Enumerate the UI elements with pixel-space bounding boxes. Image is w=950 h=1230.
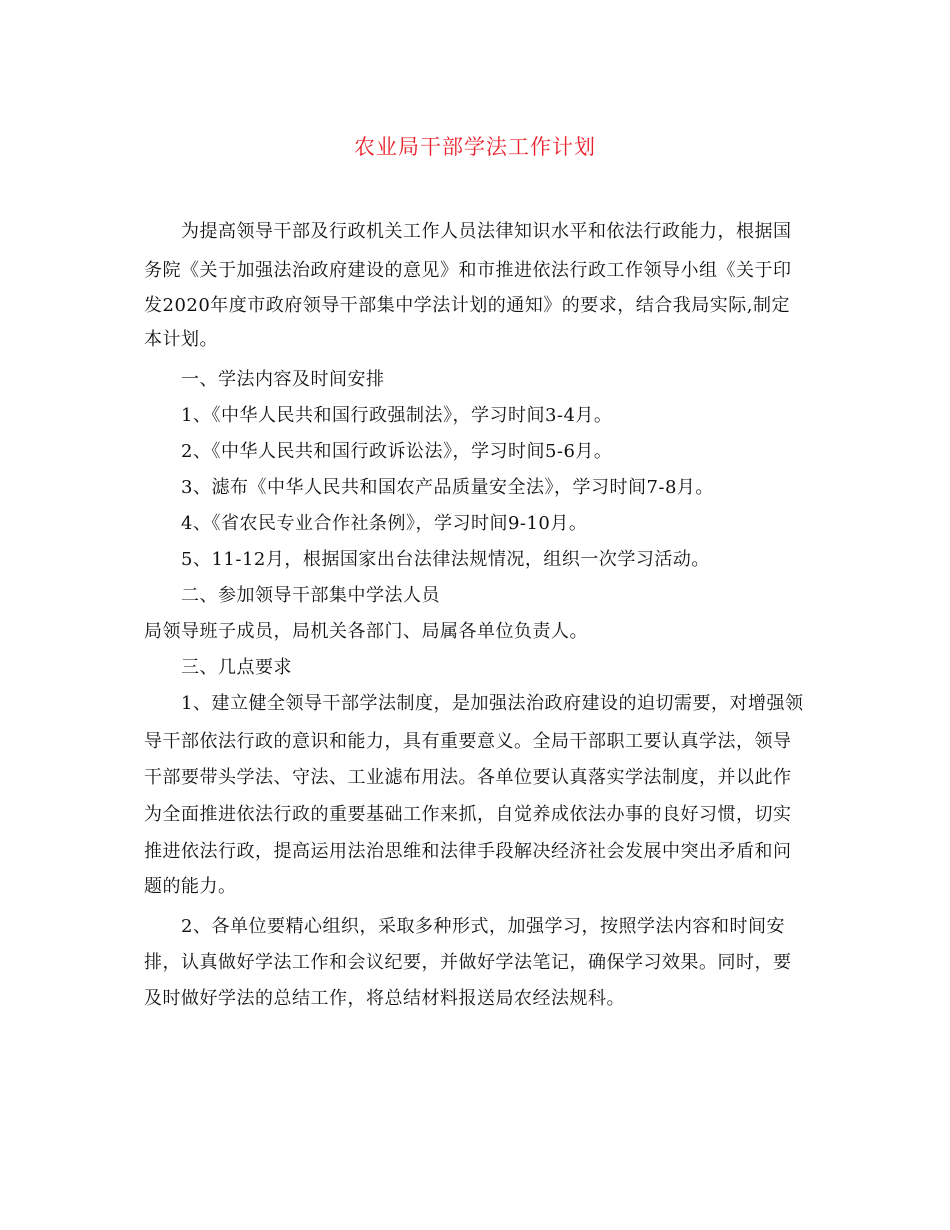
list-item: 4、《省农民专业合作社条例》，学习时间9-10月。 <box>181 513 588 534</box>
section-heading: 三、几点要求 <box>181 657 292 678</box>
section-heading: 二、参加领导干部集中学法人员 <box>181 585 440 606</box>
paragraph-line: 及时做好学法的总结工作，将总结材料报送局农经法规科。 <box>144 988 625 1009</box>
paragraph-line: 为提高领导干部及行政机关工作人员法律知识水平和依法行政能力，根据国 <box>181 221 792 242</box>
paragraph-line: 推进依法行政，提高运用法治思维和法律手段解决经济社会发展中突出矛盾和问 <box>144 841 792 862</box>
paragraph-line: 2、各单位要精心组织，采取多种形式，加强学习，按照学法内容和时间安 <box>181 916 785 937</box>
paragraph-line: 导干部依法行政的意识和能力，具有重要意义。全局干部职工要认真学法，领导 <box>144 731 792 752</box>
section-heading: 一、学法内容及时间安排 <box>181 369 385 390</box>
paragraph-line: 本计划。 <box>144 329 218 350</box>
list-item: 5、11-12月，根据国家出台法律法规情况，组织一次学习活动。 <box>181 549 710 570</box>
document-title: 农业局干部学法工作计划 <box>354 135 596 159</box>
paragraph-line: 局领导班子成员，局机关各部门、局属各单位负责人。 <box>144 621 588 642</box>
paragraph-line: 干部要带头学法、守法、工业滤布用法。各单位要认真落实学法制度，并以此作 <box>144 767 792 788</box>
paragraph-line: 1、建立健全领导干部学法制度，是加强法治政府建设的迫切需要，对增强领 <box>181 693 804 714</box>
paragraph-line: 题的能力。 <box>144 876 237 897</box>
list-item: 3、滤布《中华人民共和国农产品质量安全法》，学习时间7-8月。 <box>181 477 714 498</box>
paragraph-line: 发2020年度市政府领导干部集中学法计划的通知》的要求，结合我局实际,制定 <box>144 295 791 316</box>
paragraph-line: 务院《关于加强法治政府建设的意见》和市推进依法行政工作领导小组《关于印 <box>144 260 792 281</box>
paragraph-line: 为全面推进依法行政的重要基础工作来抓，自觉养成依法办事的良好习惯，切实 <box>144 804 792 825</box>
list-item: 1、《中华人民共和国行政强制法》，学习时间3-4月。 <box>181 405 613 426</box>
paragraph-line: 排，认真做好学法工作和会议纪要，并做好学法笔记，确保学习效果。同时，要 <box>144 952 792 973</box>
list-item: 2、《中华人民共和国行政诉讼法》，学习时间5-6月。 <box>181 441 613 462</box>
